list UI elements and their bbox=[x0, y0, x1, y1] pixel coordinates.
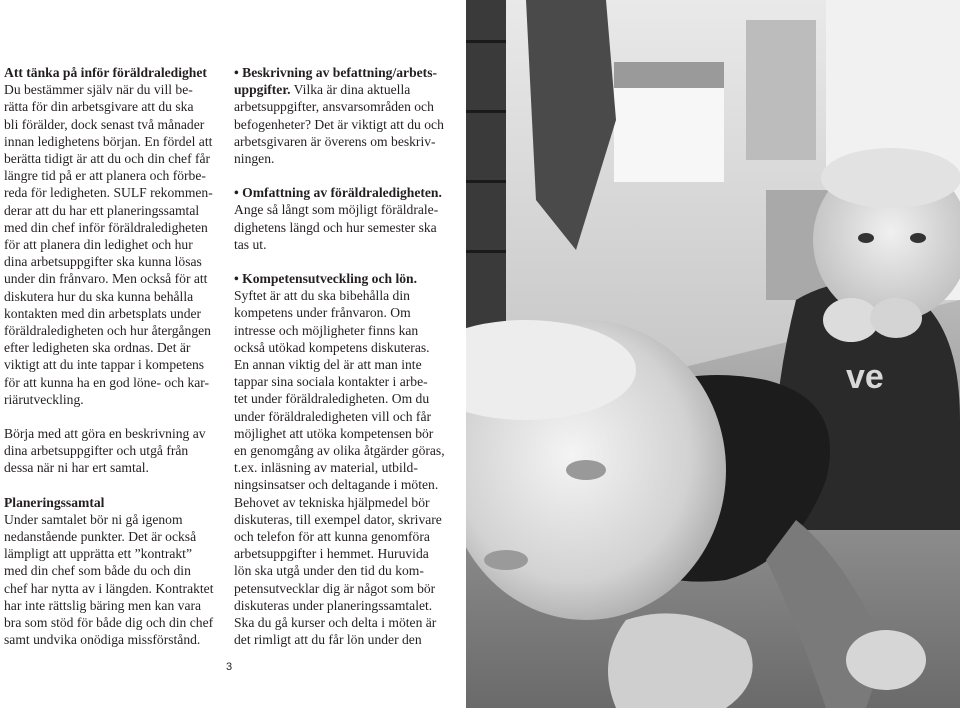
text-line: reda för ledigheten. SULF rekommen- bbox=[4, 185, 213, 201]
text-line: under din frånvaro. Men också för att bbox=[4, 271, 208, 287]
bullet-omfattning bbox=[234, 184, 456, 253]
text-line: innan ledighetens början. En fördel att bbox=[4, 133, 213, 149]
text-line: med din chef inför föräldraledigheten bbox=[4, 219, 208, 235]
text-line: viktigt att du inte tappar i kompetens bbox=[4, 357, 205, 373]
text-line: för att kunna ha en god löne- och kar- bbox=[4, 374, 210, 390]
text-line: och telefon för att kunna genomföra bbox=[234, 529, 430, 545]
text-line: petensutvecklar dig är något som bör bbox=[234, 580, 436, 596]
text-line: kompetens under frånvaron. Om bbox=[234, 305, 411, 321]
text-line: Du bestämmer själv när du vill be- bbox=[4, 82, 193, 98]
text-line: tet under föräldraledigheten. Om du bbox=[234, 391, 430, 407]
text-line: rätta för din arbetsgivare att du ska bbox=[4, 99, 194, 115]
text-line: chef har nytta av i längden. Kontraktet bbox=[4, 580, 214, 596]
text-line: lön ska utgå under den tid du kom- bbox=[234, 563, 424, 579]
text-line: Behovet av tekniska hjälpmedel bör bbox=[234, 494, 430, 510]
text-line: efter ledigheten ska ordnas. Det är bbox=[4, 340, 191, 356]
text-line: bli förälder, dock senast två månader bbox=[4, 116, 205, 132]
text-line: dina arbetsuppgifter och utgå från bbox=[4, 443, 189, 459]
text-line: Ska du gå kurser och delta i möten är bbox=[234, 615, 437, 631]
text-line: samt undvika onödiga missförstånd. bbox=[4, 632, 201, 648]
text-line: arbetsuppgifter i hemmet. Huruvida bbox=[234, 546, 429, 562]
text-line: med din chef som både du och din bbox=[4, 563, 191, 579]
text-line: En annan viktig del är att man inte bbox=[234, 357, 422, 373]
text-line: diskutera hur du ska kunna behålla bbox=[4, 288, 194, 304]
text-line: föräldraledigheten och hur återgången bbox=[4, 323, 211, 339]
paragraph-planeringssamtal bbox=[4, 511, 226, 649]
bullet-kompetensutveckling bbox=[234, 270, 456, 648]
bullet-title: • Kompetensutveckling och lön. bbox=[234, 271, 417, 287]
text-line: nedanstående punkter. Det är också bbox=[4, 529, 197, 545]
text-line: kontakten med din arbetsplats under bbox=[4, 305, 202, 321]
text-line: möjlighet att utöka kompetensen bör bbox=[234, 425, 434, 441]
shirt-print: ve bbox=[846, 358, 884, 396]
text-line: bra som stöd för både dig och din chef bbox=[4, 615, 214, 631]
text-line: derar att du har ett planeringssamtal bbox=[4, 202, 200, 218]
text-line: har inte rättslig bäring men kan vara bbox=[4, 597, 202, 613]
text-line: t.ex. inläsning av material, utbild- bbox=[234, 460, 418, 476]
bullet-title: • Beskrivning av befattning/arbets- bbox=[234, 65, 438, 80]
text-line: också utökad kompetens diskuteras. bbox=[234, 339, 430, 355]
text-line: diskuteras under planeringssamtalet. bbox=[234, 597, 433, 613]
text-line: diskuteras, till exempel dator, skrivare bbox=[234, 511, 442, 527]
text-line: dessa när ni har ert samtal. bbox=[4, 460, 149, 476]
section-heading: Att tänka på inför föräldraledighet bbox=[4, 65, 207, 80]
text-line: Syftet är att du ska bibehålla din bbox=[234, 288, 410, 304]
text-line: berätta tidigt är att du och din chef får bbox=[4, 151, 211, 167]
text-line: för att planera din ledighet och hur bbox=[4, 237, 193, 253]
text-line: det rimligt att du får lön under den bbox=[234, 632, 422, 648]
text-line: Under samtalet bör ni gå igenom bbox=[4, 511, 183, 527]
page-number: 3 bbox=[226, 661, 233, 673]
text-line: dina arbetsuppgifter ska kunna lösas bbox=[4, 254, 202, 270]
text-line: tappar sina sociala kontakter i arbe- bbox=[234, 374, 428, 390]
text-column-right bbox=[234, 64, 456, 649]
text-line: tas ut. bbox=[234, 236, 267, 252]
text-column-left bbox=[4, 64, 226, 649]
text-line: intresse och möjligheter finns kan bbox=[234, 322, 419, 338]
subheading-planeringssamtal: Planeringssamtal bbox=[4, 494, 105, 510]
text-line: längre tid på er att planera och förbe- bbox=[4, 168, 206, 184]
text-line: lämpligt att upprätta ett ”kontrakt” bbox=[4, 546, 192, 562]
bullet-title: • Omfattning av föräldraledigheten. bbox=[234, 185, 442, 201]
photo-children bbox=[466, 0, 960, 708]
paragraph-description bbox=[4, 425, 226, 477]
text-line: dighetens längd och hur semester ska bbox=[234, 219, 437, 235]
bullet-befattning: • Beskrivning av befattning/arbets- uppgifter. Vilka är dina aktuella arbetsuppgifter, ansvarsområden och befogenheter? Det är viktigt att du och arbetsgivaren är överens om beskriv- ningen. bbox=[234, 65, 444, 167]
paragraph-intro bbox=[4, 81, 226, 408]
text-line: Ange så långt som möjligt föräldrale- bbox=[234, 202, 439, 218]
text-line: riärutveckling. bbox=[4, 391, 84, 407]
text-line: ningsinsatser och deltagande i möten. bbox=[234, 477, 439, 493]
text-line: Börja med att göra en beskrivning av bbox=[4, 426, 206, 442]
text-line: under föräldraledigheten vill och får bbox=[234, 408, 432, 424]
text-line: en genomgång av olika åtgärder göras, bbox=[234, 443, 445, 459]
